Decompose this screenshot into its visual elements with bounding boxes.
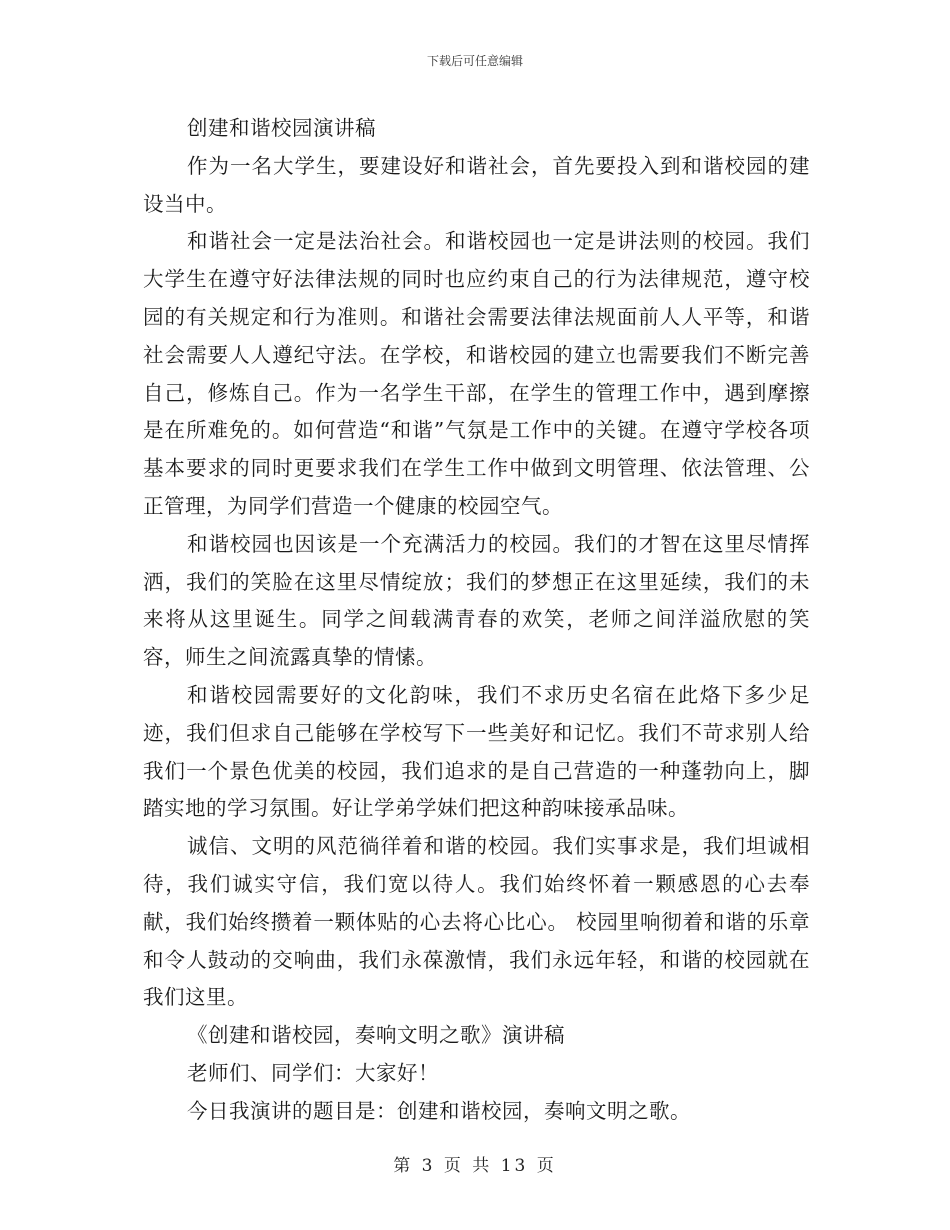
document-body	[143, 110, 810, 1131]
paragraph: 今日我演讲的题目是：创建和谐校园，奏响文明之歌。	[187, 1098, 691, 1123]
salutation: 老师们、同学们：大家好！	[187, 1060, 439, 1085]
document-title: 创建和谐校园演讲稿	[187, 116, 376, 140]
paragraph: 和谐校园需要好的文化韵味，我们不求历史名宿在此烙下多少足迹，我们但求自己能够在学校写下一些美好和记忆。我们不苛求别人给我们一个景色优美的校园，我们追求的是自己营造的一种蓬勃向上，脚踏实地的学习氛围。好让学弟学妹们把这种韵味接承品味。	[143, 682, 810, 821]
page-header-note: 下载后可任意编辑	[426, 54, 523, 68]
paragraph: 和谐校园也因该是一个充满活力的校园。我们的才智在这里尽情挥洒，我们的笑脸在这里尽情绽放；我们的梦想正在这里延续，我们的未来将从这里诞生。同学之间载满青春的欢笑，老师之间洋溢欣慰的笑容，师生之间流露真挚的情愫。	[143, 531, 810, 670]
page-number: 第 3 页 共 13 页	[393, 1156, 557, 1176]
paragraph: 诚信、文明的风范徜徉着和谐的校园。我们实事求是，我们坦诚相待，我们诚实守信，我们宽以待人。我们始终怀着一颗感恩的心去奉献，我们始终攒着一颗体贴的心去将心比心。 校园里响彻着和谐的乐章和令人鼓动的交响曲，我们永葆激情，我们永远年轻，和谐的校园就在我们这里。	[143, 834, 810, 1010]
paragraph: 作为一名大学生，要建设好和谐社会，首先要投入到和谐校园的建设当中。	[143, 153, 810, 216]
section-title: 《创建和谐校园，奏响文明之歌》演讲稿	[187, 1023, 565, 1048]
paragraph: 和谐社会一定是法治社会。和谐校园也一定是讲法则的校园。我们大学生在遵守好法律法规的同时也应约束自己的行为法律规范，遵守校园的有关规定和行为准则。和谐社会需要法律法规面前人人平等，和谐社会需要人人遵纪守法。在学校，和谐校园的建立也需要我们不断完善自己，修炼自己。作为一名学生干部，在学生的管理工作中，遇到摩擦是在所难免的。如何营造“和谐”气氛是工作中的关键。在遵守学校各项基本要求的同时更要求我们在学生工作中做到文明管理、依法管理、公正管理，为同学们营造一个健康的校园空气。	[143, 229, 810, 518]
